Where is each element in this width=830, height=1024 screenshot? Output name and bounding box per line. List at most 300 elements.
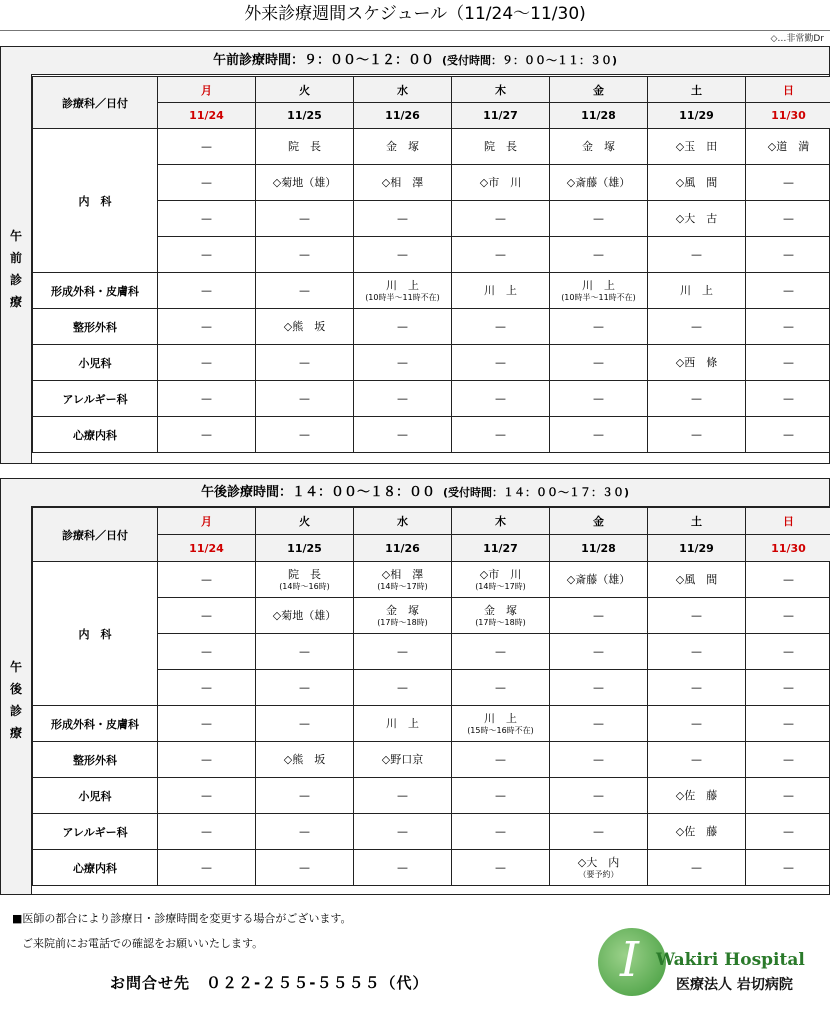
schedule-cell — [256, 778, 354, 814]
time-note: （要予約） — [578, 869, 619, 879]
doctor-name: 川 上 — [484, 283, 517, 297]
doctor-name: — — [691, 644, 702, 658]
doctor-name: — — [397, 680, 408, 694]
schedule-cell — [158, 850, 256, 886]
schedule-cell — [550, 634, 648, 670]
date-label: 11/29 — [648, 535, 746, 562]
doctor-name: ◇熊 坂 — [283, 752, 326, 766]
schedule-cell — [256, 309, 354, 345]
schedule-cell — [746, 201, 830, 237]
doctor-name: — — [397, 644, 408, 658]
schedule-cell — [256, 742, 354, 778]
doctor-name: — — [495, 211, 506, 225]
schedule-cell — [550, 670, 648, 706]
schedule-cell — [746, 778, 830, 814]
schedule-cell — [648, 706, 746, 742]
morning-schedule-table — [32, 76, 830, 453]
weekday-label: 金 — [550, 508, 648, 535]
schedule-cell — [550, 778, 648, 814]
schedule-cell — [746, 165, 830, 201]
schedule-cell — [550, 562, 648, 598]
doctor-name: ◇斎藤（雄） — [566, 572, 631, 586]
legend-note: ◇…非常勤Dr — [770, 34, 824, 44]
doctor-name: 金 塚 — [386, 139, 419, 153]
doctor-name: — — [783, 644, 794, 658]
schedule-cell — [648, 165, 746, 201]
doctor-name: — — [593, 716, 604, 730]
date-label: 11/30 — [746, 535, 830, 562]
doctor-name: 川 上 — [680, 283, 713, 297]
doctor-name: — — [397, 824, 408, 838]
department-name: 形成外科・皮膚科 — [33, 706, 158, 742]
schedule-cell — [452, 237, 550, 273]
schedule-cell — [158, 417, 256, 453]
doctor-name: ◇風 間 — [675, 572, 718, 586]
schedule-cell — [648, 273, 746, 309]
doctor-name: — — [201, 752, 212, 766]
doctor-name: — — [593, 247, 604, 261]
schedule-cell — [256, 814, 354, 850]
schedule-row — [33, 850, 830, 886]
schedule-cell — [648, 850, 746, 886]
schedule-cell — [648, 562, 746, 598]
dept-date-header: 診療科／日付 — [33, 508, 158, 562]
schedule-cell — [746, 237, 830, 273]
schedule-row — [33, 814, 830, 850]
schedule-cell — [550, 706, 648, 742]
day-header-row — [33, 508, 830, 535]
dept-date-header: 診療科／日付 — [33, 77, 158, 129]
schedule-cell — [452, 201, 550, 237]
weekday-label: 火 — [256, 77, 354, 103]
logo-hospital-name: Wakiri Hospital — [656, 950, 805, 970]
schedule-cell — [158, 598, 256, 634]
schedule-cell — [550, 273, 648, 309]
doctor-name: — — [201, 824, 212, 838]
doctor-name: 院 長 — [484, 139, 517, 153]
schedule-row — [33, 778, 830, 814]
weekday-label: 水 — [354, 77, 452, 103]
doctor-name: ◇菊地（雄） — [272, 608, 337, 622]
department-name: 内 科 — [33, 562, 158, 706]
weekday-label: 日 — [746, 508, 830, 535]
schedule-cell — [452, 129, 550, 165]
schedule-cell — [746, 814, 830, 850]
morning-hours: 午前診療時間：９：００～１２：００ — [212, 53, 434, 68]
doctor-name: — — [783, 319, 794, 333]
doctor-name: — — [201, 716, 212, 730]
schedule-cell — [550, 129, 648, 165]
schedule-cell — [354, 670, 452, 706]
department-name: 形成外科・皮膚科 — [33, 273, 158, 309]
schedule-cell — [256, 670, 354, 706]
schedule-cell — [648, 670, 746, 706]
schedule-cell — [158, 309, 256, 345]
schedule-cell — [256, 273, 354, 309]
doctor-name: — — [299, 355, 310, 369]
afternoon-section — [0, 478, 830, 895]
hospital-logo — [598, 928, 813, 998]
doctor-name: — — [783, 175, 794, 189]
doctor-name: — — [299, 716, 310, 730]
schedule-cell — [648, 201, 746, 237]
doctor-name: — — [201, 319, 212, 333]
schedule-cell — [452, 381, 550, 417]
page-title: 外来診療週間スケジュール（11/24～11/30) — [244, 4, 586, 24]
doctor-name: — — [783, 427, 794, 441]
schedule-cell — [354, 417, 452, 453]
footer-notice: ■医師の都合により診療日・診療時間を変更する場合がございます。 — [12, 912, 352, 925]
time-note: (10時半～11時不在) — [365, 292, 440, 302]
doctor-name: — — [397, 788, 408, 802]
schedule-cell — [550, 309, 648, 345]
date-label: 11/24 — [158, 535, 256, 562]
date-label: 11/28 — [550, 535, 648, 562]
doctor-name: — — [593, 824, 604, 838]
doctor-name: — — [691, 860, 702, 874]
doctor-name: — — [299, 247, 310, 261]
schedule-cell — [354, 706, 452, 742]
schedule-cell — [158, 129, 256, 165]
date-label: 11/25 — [256, 103, 354, 129]
morning-heading — [1, 47, 829, 75]
weekday-label: 火 — [256, 508, 354, 535]
schedule-cell — [158, 237, 256, 273]
doctor-name: — — [397, 860, 408, 874]
schedule-cell — [746, 742, 830, 778]
doctor-name: — — [495, 680, 506, 694]
schedule-cell — [452, 562, 550, 598]
doctor-name: — — [495, 644, 506, 658]
doctor-name: — — [397, 355, 408, 369]
doctor-name: — — [201, 211, 212, 225]
weekday-label: 金 — [550, 77, 648, 103]
schedule-cell — [452, 345, 550, 381]
date-label: 11/26 — [354, 535, 452, 562]
schedule-cell — [158, 742, 256, 778]
day-header-row — [33, 77, 830, 103]
weekday-label: 木 — [452, 508, 550, 535]
schedule-cell — [452, 742, 550, 778]
doctor-name: — — [593, 788, 604, 802]
schedule-cell — [746, 598, 830, 634]
schedule-cell — [256, 850, 354, 886]
schedule-cell — [452, 634, 550, 670]
doctor-name: ◇大 内 — [577, 855, 620, 869]
doctor-name: — — [691, 608, 702, 622]
schedule-cell — [746, 273, 830, 309]
schedule-cell — [158, 201, 256, 237]
department-name: アレルギー科 — [33, 814, 158, 850]
date-label: 11/27 — [452, 103, 550, 129]
schedule-cell — [746, 562, 830, 598]
doctor-name: — — [397, 391, 408, 405]
schedule-cell — [354, 850, 452, 886]
schedule-cell — [256, 417, 354, 453]
afternoon-reception-hours: (受付時間：１４：００～１７：３０) — [442, 486, 630, 499]
date-label: 11/24 — [158, 103, 256, 129]
title-divider — [0, 30, 830, 31]
schedule-cell — [550, 381, 648, 417]
schedule-cell — [256, 201, 354, 237]
schedule-cell — [550, 345, 648, 381]
doctor-name: — — [691, 752, 702, 766]
contact-phone: お問合せ先 ０２２-２５５-５５５５（代） — [110, 974, 429, 992]
doctor-name: — — [593, 391, 604, 405]
doctor-name: — — [299, 788, 310, 802]
schedule-cell — [746, 706, 830, 742]
afternoon-hours: 午後診療時間：１４：００～１８：００ — [200, 485, 435, 500]
doctor-name: — — [201, 283, 212, 297]
department-name: 小児科 — [33, 778, 158, 814]
schedule-cell — [354, 742, 452, 778]
doctor-name: — — [201, 608, 212, 622]
schedule-cell — [158, 562, 256, 598]
doctor-name: — — [495, 355, 506, 369]
doctor-name: 金 塚 — [582, 139, 615, 153]
doctor-name: 川 上 — [582, 278, 615, 292]
schedule-cell — [550, 165, 648, 201]
doctor-name: — — [201, 644, 212, 658]
schedule-cell — [452, 850, 550, 886]
doctor-name: — — [593, 355, 604, 369]
time-note: (17時～18時) — [377, 617, 428, 627]
doctor-name: — — [201, 427, 212, 441]
doctor-name: — — [691, 427, 702, 441]
weekday-label: 月 — [158, 508, 256, 535]
weekday-label: 土 — [648, 508, 746, 535]
doctor-name: — — [783, 572, 794, 586]
schedule-cell — [354, 129, 452, 165]
doctor-name: — — [397, 211, 408, 225]
doctor-name: — — [299, 824, 310, 838]
schedule-cell — [256, 598, 354, 634]
doctor-name: ◇野口京 — [381, 752, 424, 766]
doctor-name: — — [299, 211, 310, 225]
doctor-name: — — [691, 319, 702, 333]
schedule-cell — [648, 814, 746, 850]
doctor-name: 川 上 — [386, 716, 419, 730]
weekday-label: 日 — [746, 77, 830, 103]
schedule-cell — [452, 814, 550, 850]
date-label: 11/25 — [256, 535, 354, 562]
schedule-cell — [648, 742, 746, 778]
schedule-cell — [354, 165, 452, 201]
weekday-label: 木 — [452, 77, 550, 103]
doctor-name: — — [593, 644, 604, 658]
doctor-name: — — [691, 391, 702, 405]
time-note: (14時～17時) — [377, 581, 428, 591]
schedule-cell — [354, 381, 452, 417]
time-note: (15時～16時不在) — [467, 725, 534, 735]
department-name: 心療内科 — [33, 850, 158, 886]
schedule-row — [33, 273, 830, 309]
doctor-name: — — [783, 283, 794, 297]
afternoon-heading — [1, 479, 829, 507]
schedule-cell — [256, 706, 354, 742]
schedule-row — [33, 309, 830, 345]
schedule-cell — [746, 129, 830, 165]
doctor-name: — — [593, 752, 604, 766]
schedule-cell — [452, 670, 550, 706]
doctor-name: — — [783, 716, 794, 730]
doctor-name: ◇玉 田 — [675, 139, 718, 153]
schedule-cell — [550, 814, 648, 850]
doctor-name: ◇相 澤 — [381, 567, 424, 581]
doctor-name: — — [495, 752, 506, 766]
date-label: 11/26 — [354, 103, 452, 129]
doctor-name: — — [783, 391, 794, 405]
schedule-cell — [354, 562, 452, 598]
department-name: 心療内科 — [33, 417, 158, 453]
schedule-cell — [648, 778, 746, 814]
doctor-name: ◇市 川 — [479, 567, 522, 581]
doctor-name: ◇熊 坂 — [283, 319, 326, 333]
schedule-cell — [354, 598, 452, 634]
schedule-cell — [158, 634, 256, 670]
doctor-name: — — [201, 355, 212, 369]
doctor-name: — — [201, 391, 212, 405]
schedule-cell — [452, 598, 550, 634]
schedule-cell — [354, 814, 452, 850]
weekday-label: 土 — [648, 77, 746, 103]
doctor-name: — — [783, 824, 794, 838]
schedule-row — [33, 562, 830, 598]
doctor-name: — — [495, 860, 506, 874]
schedule-row — [33, 706, 830, 742]
schedule-cell — [158, 814, 256, 850]
doctor-name: — — [397, 247, 408, 261]
schedule-row — [33, 345, 830, 381]
schedule-cell — [354, 309, 452, 345]
schedule-cell — [746, 670, 830, 706]
schedule-cell — [256, 634, 354, 670]
afternoon-schedule-table — [32, 507, 830, 886]
morning-vertical-label — [1, 74, 32, 463]
doctor-name: — — [593, 319, 604, 333]
schedule-cell — [452, 417, 550, 453]
schedule-cell — [256, 237, 354, 273]
schedule-cell — [354, 634, 452, 670]
logo-hospital-subtitle: 医療法人 岩切病院 — [676, 977, 793, 993]
schedule-cell — [354, 778, 452, 814]
doctor-name: ◇西 條 — [675, 355, 718, 369]
schedule-cell — [354, 201, 452, 237]
afternoon-vertical-text: 午後診療 — [9, 660, 22, 740]
schedule-row — [33, 129, 830, 165]
schedule-cell — [158, 706, 256, 742]
schedule-cell — [746, 345, 830, 381]
schedule-cell — [256, 381, 354, 417]
doctor-name: — — [593, 427, 604, 441]
doctor-name: — — [495, 788, 506, 802]
weekday-label: 水 — [354, 508, 452, 535]
schedule-cell — [158, 381, 256, 417]
doctor-name: — — [495, 427, 506, 441]
department-name: 内 科 — [33, 129, 158, 273]
doctor-name: 川 上 — [484, 711, 517, 725]
doctor-name: — — [593, 680, 604, 694]
doctor-name: — — [593, 211, 604, 225]
schedule-cell — [158, 778, 256, 814]
morning-section — [0, 46, 830, 464]
schedule-cell — [648, 345, 746, 381]
date-label: 11/27 — [452, 535, 550, 562]
schedule-cell — [550, 237, 648, 273]
footer-instruction: ご来院前にお電話での確認をお願いいたします。 — [22, 937, 264, 950]
logo-mark: I — [620, 932, 639, 988]
doctor-name: — — [201, 175, 212, 189]
schedule-cell — [648, 309, 746, 345]
schedule-cell — [550, 742, 648, 778]
doctor-name: — — [783, 211, 794, 225]
department-name: 整形外科 — [33, 309, 158, 345]
doctor-name: ◇大 古 — [675, 211, 718, 225]
schedule-cell — [452, 778, 550, 814]
doctor-name: — — [783, 247, 794, 261]
schedule-cell — [550, 850, 648, 886]
doctor-name: — — [201, 860, 212, 874]
doctor-name: ◇菊地（雄） — [272, 175, 337, 189]
doctor-name: — — [783, 788, 794, 802]
doctor-name: — — [495, 391, 506, 405]
schedule-cell — [158, 670, 256, 706]
schedule-cell — [648, 598, 746, 634]
doctor-name: — — [397, 427, 408, 441]
doctor-name: — — [201, 680, 212, 694]
weekday-label: 月 — [158, 77, 256, 103]
doctor-name: — — [299, 427, 310, 441]
doctor-name: — — [783, 608, 794, 622]
schedule-cell — [452, 165, 550, 201]
schedule-cell — [354, 345, 452, 381]
doctor-name: — — [783, 355, 794, 369]
schedule-cell — [746, 850, 830, 886]
schedule-row — [33, 742, 830, 778]
schedule-cell — [550, 417, 648, 453]
schedule-cell — [550, 598, 648, 634]
doctor-name: — — [397, 319, 408, 333]
time-note: (17時～18時) — [475, 617, 526, 627]
department-name: 小児科 — [33, 345, 158, 381]
doctor-name: — — [299, 680, 310, 694]
time-note: (14時～16時) — [279, 581, 330, 591]
doctor-name: — — [783, 860, 794, 874]
doctor-name: — — [495, 319, 506, 333]
schedule-cell — [354, 237, 452, 273]
doctor-name: ◇佐 藤 — [675, 788, 718, 802]
schedule-cell — [746, 381, 830, 417]
schedule-cell — [256, 129, 354, 165]
doctor-name: — — [783, 752, 794, 766]
doctor-name: — — [783, 680, 794, 694]
date-label: 11/29 — [648, 103, 746, 129]
doctor-name: ◇市 川 — [479, 175, 522, 189]
doctor-name: — — [201, 788, 212, 802]
schedule-cell — [452, 273, 550, 309]
date-label: 11/28 — [550, 103, 648, 129]
schedule-cell — [256, 165, 354, 201]
doctor-name: — — [691, 247, 702, 261]
schedule-row — [33, 381, 830, 417]
schedule-cell — [158, 165, 256, 201]
schedule-cell — [648, 417, 746, 453]
department-name: 整形外科 — [33, 742, 158, 778]
doctor-name: — — [299, 860, 310, 874]
schedule-cell — [648, 129, 746, 165]
doctor-name: 金 塚 — [386, 603, 419, 617]
doctor-name: — — [201, 139, 212, 153]
